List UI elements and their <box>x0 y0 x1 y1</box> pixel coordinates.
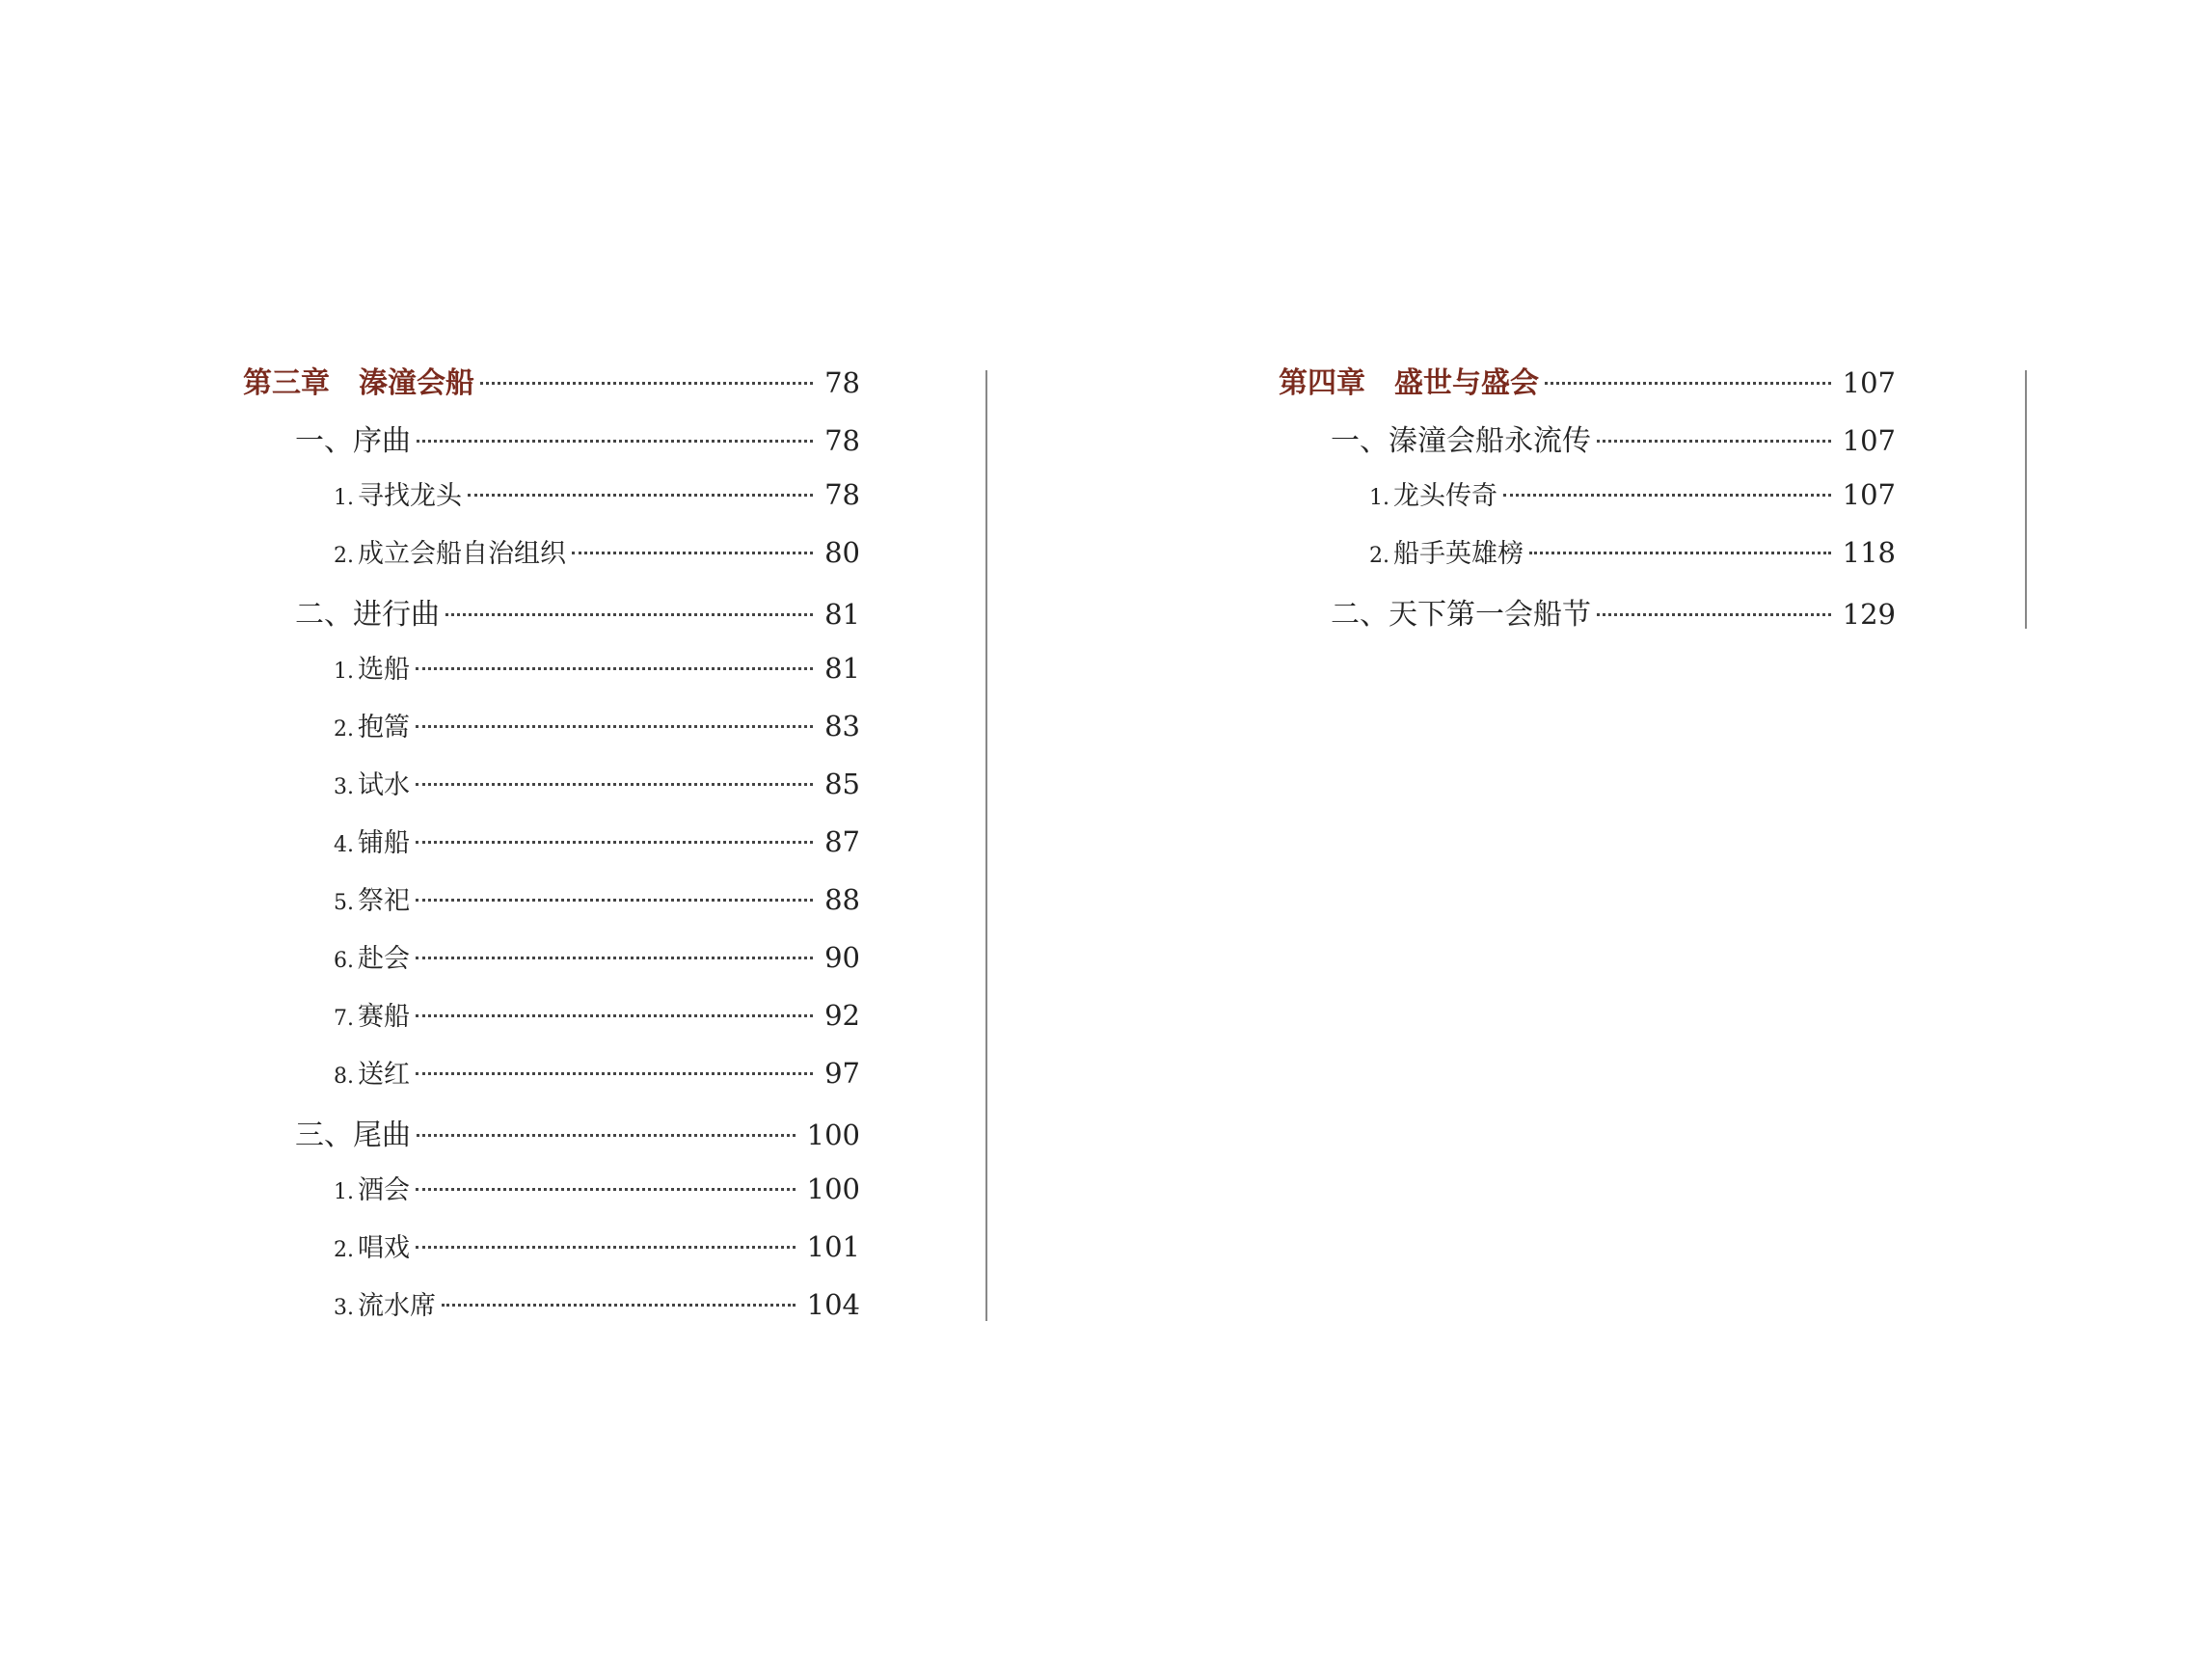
entry-title: 二、进行曲 <box>295 598 440 632</box>
entry-label <box>295 590 440 633</box>
page-number: 81 <box>824 598 860 631</box>
dot-leader <box>416 667 813 670</box>
dot-leader <box>416 841 813 844</box>
entry-title: 祭祀 <box>358 886 410 916</box>
entry-title: 酒会 <box>358 1175 410 1205</box>
dot-leader <box>1503 494 1831 497</box>
chapter-title: 盛世与盛会 <box>1394 366 1539 400</box>
toc-right-column <box>1279 359 1896 648</box>
entry-title: 赛船 <box>358 1002 410 1032</box>
entry-index: 2. <box>334 717 354 742</box>
entry-label <box>334 822 410 859</box>
chapter-heading <box>1279 359 1539 401</box>
dot-leader <box>1597 440 1831 443</box>
dot-leader <box>1597 613 1831 616</box>
toc-entries <box>1279 417 1896 648</box>
dot-leader <box>416 899 813 902</box>
chapter-heading <box>243 359 474 401</box>
entry-label <box>334 532 566 570</box>
page-number: 100 <box>806 1173 860 1205</box>
dot-leader <box>572 552 813 554</box>
toc-chapter-row[interactable] <box>1279 359 1896 417</box>
toc-section-row[interactable] <box>243 417 860 474</box>
entry-index: 8. <box>334 1065 354 1089</box>
toc-left-column <box>243 359 860 1342</box>
page-number: 78 <box>824 478 860 511</box>
chapter-number: 第四章 <box>1279 366 1365 400</box>
page-number: 107 <box>1842 366 1896 399</box>
toc-item-row[interactable] <box>243 764 860 822</box>
page-number: 85 <box>824 768 860 800</box>
toc-section-row[interactable] <box>1279 590 1896 648</box>
page-number: 100 <box>806 1119 860 1151</box>
entry-title: 选船 <box>358 655 410 685</box>
entry-title: 船手英雄榜 <box>1393 539 1524 569</box>
entry-title: 二、天下第一会船节 <box>1331 598 1591 632</box>
dot-leader <box>416 957 813 959</box>
entry-title: 试水 <box>358 770 410 800</box>
entry-title: 龙头传奇 <box>1393 481 1497 511</box>
dot-leader <box>445 613 813 616</box>
entry-title: 一、序曲 <box>295 424 411 458</box>
page-number: 83 <box>824 710 860 742</box>
entry-index: 1. <box>334 486 354 510</box>
page-number: 104 <box>806 1288 860 1321</box>
page-number: 97 <box>824 1057 860 1090</box>
dot-leader <box>442 1304 796 1307</box>
entry-title: 一、溱潼会船永流传 <box>1331 424 1591 458</box>
entry-label <box>295 1111 411 1153</box>
page-number: 87 <box>824 825 860 858</box>
toc-item-row[interactable] <box>1279 474 1896 532</box>
dot-leader <box>416 783 813 786</box>
entry-label <box>1369 474 1497 512</box>
entry-label <box>334 1053 410 1091</box>
page-edge-line <box>2025 370 2027 629</box>
toc-section-row[interactable] <box>243 1111 860 1169</box>
dot-leader <box>416 1014 813 1017</box>
dot-leader <box>417 1134 796 1137</box>
page-number: 81 <box>824 652 860 685</box>
dot-leader <box>416 725 813 728</box>
entry-label <box>334 995 410 1033</box>
toc-item-row[interactable] <box>243 995 860 1053</box>
toc-item-row[interactable] <box>243 474 860 532</box>
entry-title: 铺船 <box>358 828 410 858</box>
page-number: 118 <box>1842 536 1896 569</box>
entry-label <box>334 1227 410 1264</box>
entry-label <box>334 764 410 801</box>
dot-leader <box>468 494 813 497</box>
page-number: 78 <box>824 424 860 457</box>
entry-label <box>334 879 410 917</box>
page-number: 129 <box>1842 598 1896 631</box>
entry-label <box>1331 590 1591 633</box>
toc-item-row[interactable] <box>243 879 860 937</box>
entry-label <box>334 1284 436 1322</box>
dot-leader <box>416 1188 796 1191</box>
entry-label <box>334 937 410 975</box>
entry-label <box>295 417 411 459</box>
entry-title: 流水席 <box>358 1291 436 1321</box>
dot-leader <box>1545 382 1831 385</box>
entry-title: 唱戏 <box>358 1233 410 1263</box>
entry-index: 7. <box>334 1007 354 1031</box>
toc-section-row[interactable] <box>243 590 860 648</box>
toc-chapter-row[interactable] <box>243 359 860 417</box>
page-number: 78 <box>824 366 860 399</box>
entry-label <box>334 706 410 743</box>
entry-title: 赴会 <box>358 944 410 974</box>
chapter-title: 溱潼会船 <box>359 366 474 400</box>
entry-index: 2. <box>1369 544 1389 568</box>
entry-title: 送红 <box>358 1060 410 1090</box>
entry-title: 成立会船自治组织 <box>358 539 566 569</box>
entry-label <box>1331 417 1591 459</box>
entry-index: 6. <box>334 949 354 973</box>
column-divider <box>985 370 987 1321</box>
dot-leader <box>480 382 813 385</box>
dot-leader <box>417 440 813 443</box>
toc-item-row[interactable] <box>243 532 860 590</box>
entry-title: 寻找龙头 <box>358 481 462 511</box>
entry-title: 抱篙 <box>358 713 410 742</box>
entry-index: 1. <box>334 1180 354 1204</box>
entry-index: 2. <box>334 544 354 568</box>
toc-item-row[interactable] <box>243 1227 860 1284</box>
entry-index: 1. <box>334 660 354 684</box>
toc-item-row[interactable] <box>243 1284 860 1342</box>
page-number: 92 <box>824 999 860 1032</box>
dot-leader <box>416 1246 796 1249</box>
entry-index: 4. <box>334 833 354 857</box>
entry-label <box>1369 532 1524 570</box>
toc-item-row[interactable] <box>243 1053 860 1111</box>
page-number: 107 <box>1842 478 1896 511</box>
toc-item-row[interactable] <box>243 822 860 879</box>
entry-label <box>334 648 410 686</box>
page-number: 88 <box>824 883 860 916</box>
page-number: 107 <box>1842 424 1896 457</box>
entry-label <box>334 1169 410 1206</box>
entry-index: 3. <box>334 775 354 799</box>
entry-index: 2. <box>334 1238 354 1262</box>
chapter-number: 第三章 <box>243 366 330 400</box>
entry-index: 3. <box>334 1296 354 1320</box>
toc-entries <box>243 417 860 1342</box>
dot-leader <box>416 1072 813 1075</box>
dot-leader <box>1529 552 1831 554</box>
entry-index: 5. <box>334 891 354 915</box>
toc-item-row[interactable] <box>1279 532 1896 590</box>
page-number: 101 <box>806 1230 860 1263</box>
toc-item-row[interactable] <box>243 648 860 706</box>
toc-item-row[interactable] <box>243 706 860 764</box>
toc-item-row[interactable] <box>243 1169 860 1227</box>
entry-label <box>334 474 462 512</box>
page-number: 80 <box>824 536 860 569</box>
entry-index: 1. <box>1369 486 1389 510</box>
page-number: 90 <box>824 941 860 974</box>
toc-section-row[interactable] <box>1279 417 1896 474</box>
entry-title: 三、尾曲 <box>295 1119 411 1152</box>
toc-item-row[interactable] <box>243 937 860 995</box>
